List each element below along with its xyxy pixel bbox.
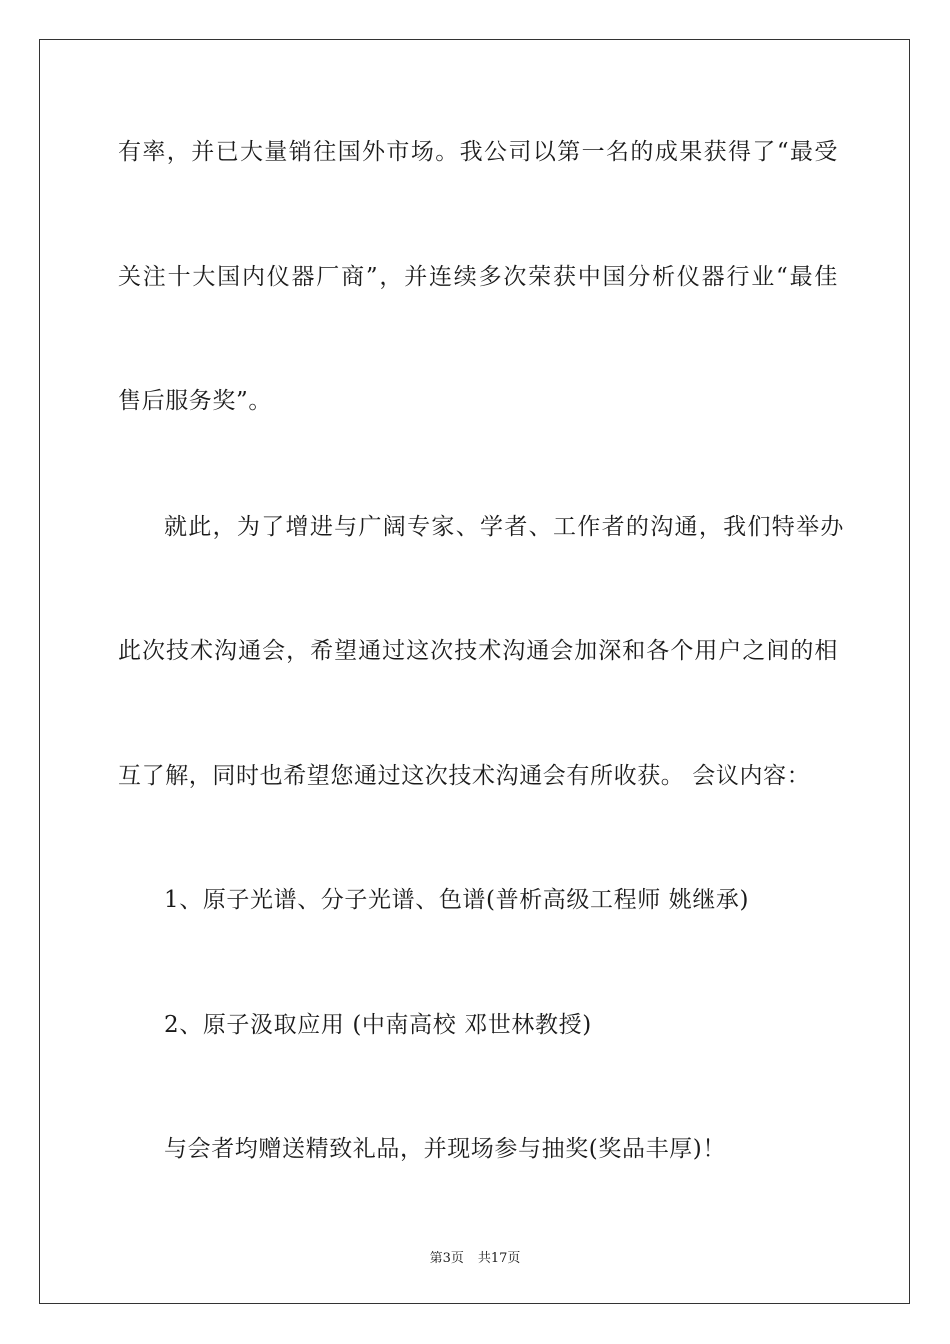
paragraph-line: 有率，并已大量销往国外市场。我公司以第一名的成果获得了“最受 [118,139,838,165]
paragraph-line: 互了解，同时也希望您通过这次技术沟通会有所收获。 会议内容： [118,763,811,789]
page-footer [0,1247,950,1266]
page-border [39,39,910,1304]
paragraph-line: 售后服务奖”。 [118,388,272,414]
list-item-2: 2、原子汲取应用 (中南高校 邓世林教授) [164,1012,592,1038]
paragraph-line: 关注十大国内仪器厂商”，并连续多次荣获中国分析仪器行业“最佳 [118,264,838,290]
page-total: 共17页 [477,1251,521,1266]
list-item-1: 1、原子光谱、分子光谱、色谱(普析高级工程师 姚继承) [164,887,750,913]
paragraph-line: 与会者均赠送精致礼品，并现场参与抽奖(奖品丰厚)！ [164,1136,726,1162]
page-number: 第3页 [429,1251,464,1266]
paragraph-line: 此次技术沟通会，希望通过这次技术沟通会加深和各个用户之间的相 [118,638,838,664]
paragraph-line: 就此，为了增进与广阔专家、学者、工作者的沟通，我们特举办 [164,514,844,540]
